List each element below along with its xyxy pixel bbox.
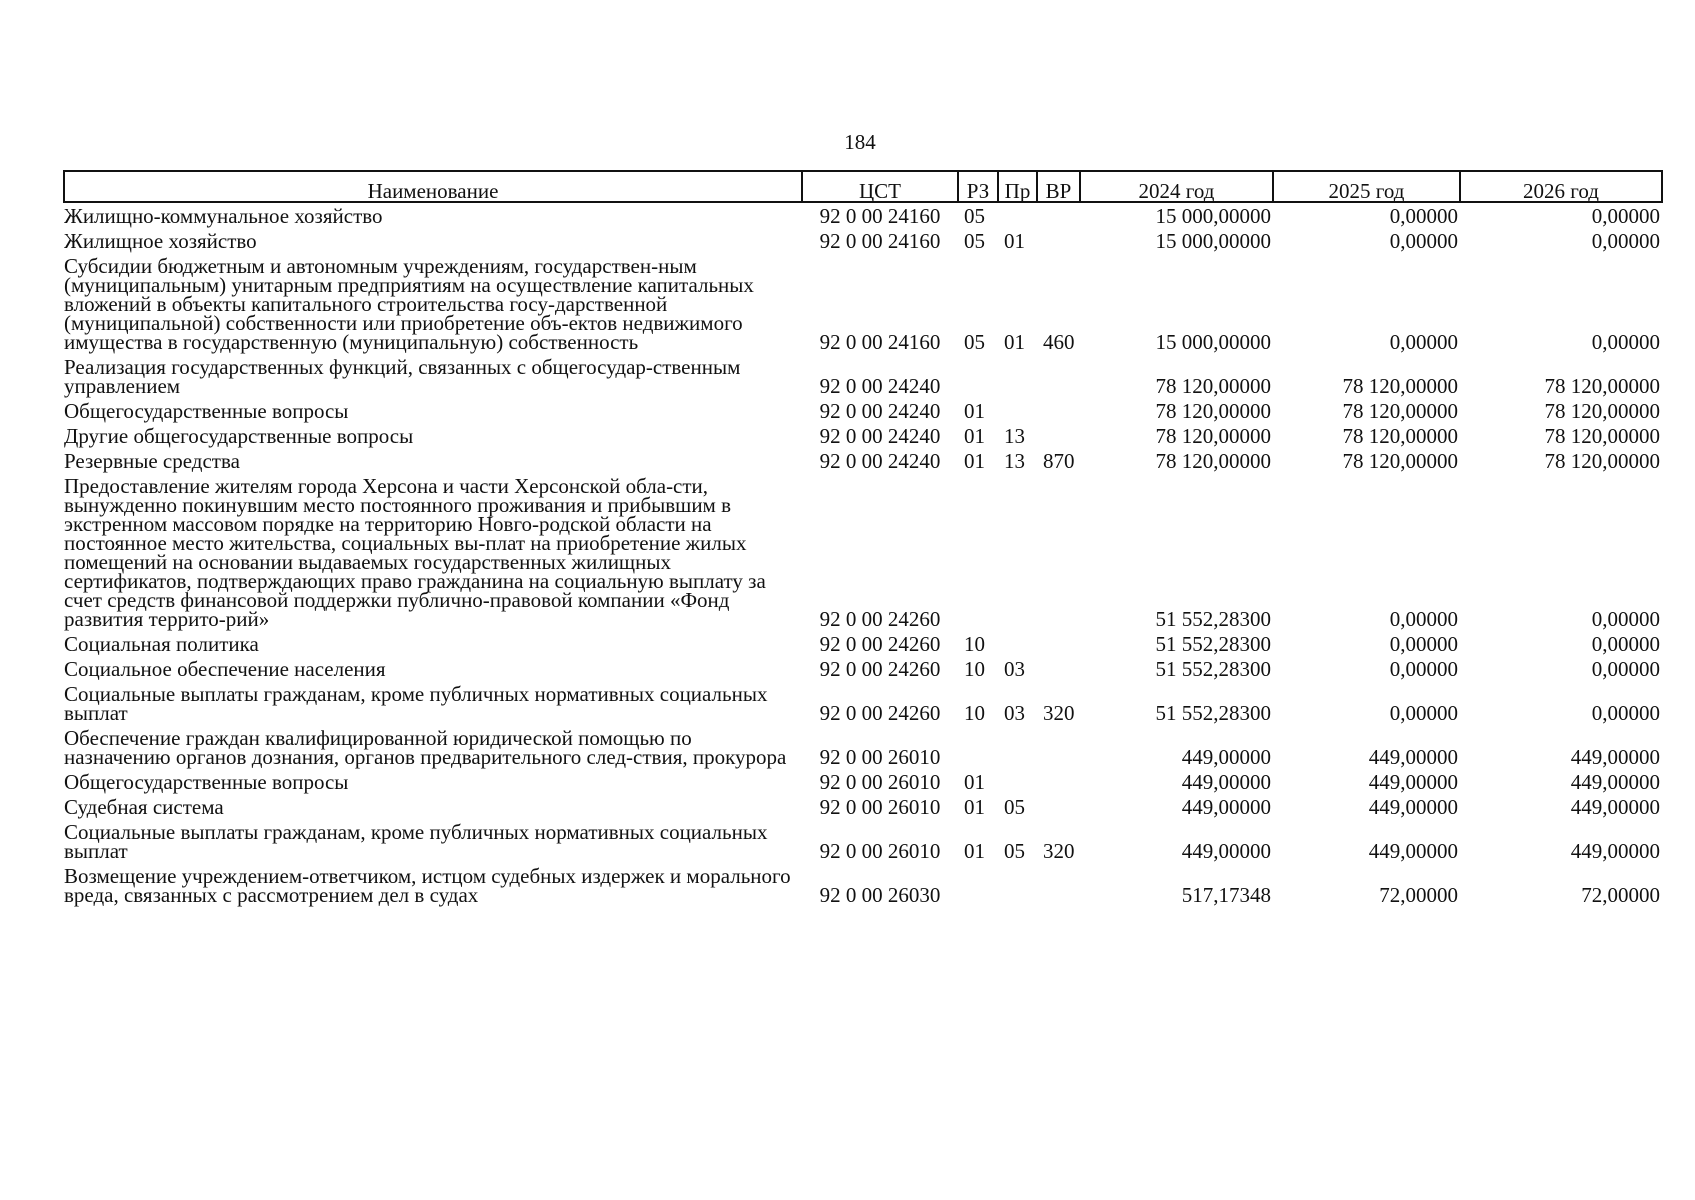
row-2024: 449,00000: [1181, 745, 1271, 769]
header-vr: ВР: [1037, 171, 1080, 202]
row-pr: 03: [1004, 657, 1025, 681]
row-name: Общегосударственные вопросы: [64, 399, 349, 423]
row-pr: [998, 354, 1037, 398]
row-pr: 03: [1004, 701, 1025, 725]
table-row: [64, 769, 1662, 794]
row-vr: [1037, 354, 1080, 398]
row-2026: 0,00000: [1591, 204, 1660, 228]
row-name: Жилищно-коммунальное хозяйство: [64, 204, 383, 228]
row-vr: 460: [1043, 330, 1075, 354]
row-pr: 05: [1004, 795, 1025, 819]
row-2026: 0,00000: [1591, 632, 1660, 656]
row-vr: 320: [1043, 701, 1075, 725]
row-2026: 449,00000: [1570, 745, 1660, 769]
row-2026: 449,00000: [1570, 795, 1660, 819]
row-pr: 13: [1004, 424, 1025, 448]
table-body: [64, 202, 1662, 907]
row-name: Социальная политика: [64, 632, 259, 656]
row-name: Судебная система: [64, 795, 224, 819]
row-2026: 72,00000: [1581, 883, 1660, 907]
row-2024: 78 120,00000: [1155, 449, 1271, 473]
row-pr: [998, 769, 1037, 794]
row-2025: 0,00000: [1389, 632, 1458, 656]
row-name: Резервные средства: [64, 449, 240, 473]
row-pr: [998, 863, 1037, 907]
row-pr: [998, 473, 1037, 631]
table-row: [64, 863, 1662, 907]
table-row: [64, 656, 1662, 681]
row-2024: 51 552,28300: [1155, 657, 1271, 681]
row-vr: [1037, 656, 1080, 681]
header-2024: 2024 год: [1080, 171, 1273, 202]
row-name: Социальные выплаты гражданам, кроме публичных нормативных социальных выплат: [64, 682, 768, 725]
row-vr: [1037, 863, 1080, 907]
row-2026: 78 120,00000: [1544, 374, 1660, 398]
row-2026: 78 120,00000: [1544, 449, 1660, 473]
row-name: Возмещение учреждением-ответчиком, истцом судебных издержек и морального вреда, связанных с рассмотрением дел в судах: [64, 864, 791, 907]
row-rz: [958, 725, 998, 769]
row-2026: 449,00000: [1570, 770, 1660, 794]
row-pr: 13: [1004, 449, 1025, 473]
row-2025: 0,00000: [1389, 330, 1458, 354]
row-rz: 10: [964, 657, 985, 681]
row-cst: 92 0 00 26010: [819, 839, 941, 863]
row-2025: 78 120,00000: [1342, 449, 1458, 473]
row-vr: [1037, 398, 1080, 423]
row-2025: 72,00000: [1379, 883, 1458, 907]
row-2025: 449,00000: [1368, 839, 1458, 863]
table-row: [64, 794, 1662, 819]
row-2026: 0,00000: [1591, 229, 1660, 253]
row-2024: 78 120,00000: [1155, 424, 1271, 448]
row-cst: 92 0 00 24160: [819, 229, 941, 253]
page-number: 184: [844, 130, 876, 154]
table-header-row: [64, 171, 1662, 202]
row-2025: 78 120,00000: [1342, 424, 1458, 448]
row-vr: [1037, 423, 1080, 448]
row-rz: 01: [964, 399, 985, 423]
header-cst: ЦСТ: [802, 171, 958, 202]
row-rz: 05: [964, 229, 985, 253]
row-cst: 92 0 00 24260: [819, 632, 941, 656]
row-2025: 78 120,00000: [1342, 374, 1458, 398]
row-2024: 51 552,28300: [1155, 607, 1271, 631]
table-row: [64, 354, 1662, 398]
row-rz: [958, 473, 998, 631]
row-name: Общегосударственные вопросы: [64, 770, 349, 794]
header-name: Наименование: [64, 171, 802, 202]
row-cst: 92 0 00 26010: [819, 795, 941, 819]
row-2024: 51 552,28300: [1155, 701, 1271, 725]
row-name: Социальное обеспечение населения: [64, 657, 386, 681]
header-pr: Пр: [998, 171, 1037, 202]
row-rz: 01: [964, 449, 985, 473]
row-cst: 92 0 00 26010: [819, 770, 941, 794]
table-row: [64, 819, 1662, 863]
row-2026: 0,00000: [1591, 657, 1660, 681]
row-2025: 0,00000: [1389, 701, 1458, 725]
row-2026: 0,00000: [1591, 607, 1660, 631]
row-cst: 92 0 00 24160: [819, 204, 941, 228]
row-vr: [1037, 725, 1080, 769]
row-2025: 0,00000: [1389, 657, 1458, 681]
row-cst: 92 0 00 24240: [819, 449, 941, 473]
row-2025: 0,00000: [1389, 229, 1458, 253]
row-2024: 51 552,28300: [1155, 632, 1271, 656]
row-2024: 15 000,00000: [1155, 204, 1271, 228]
row-pr: [998, 202, 1037, 228]
row-cst: 92 0 00 24240: [819, 374, 941, 398]
row-2024: 15 000,00000: [1155, 330, 1271, 354]
row-name: Предоставление жителям города Херсона и части Херсонской обла-сти, вынужденно покинувшим место постоянного проживания и прибывшим в экстренном массовом порядке на территорию Новго-родской области на постоянное место жительства, социальных вы-плат на приобретение жилых помещений на основании выдаваемых государственных жилищных сертификатов, подтверждающих право гражданина на социальную выплату за счет средств финансовой поддержки публично-правовой компании «Фонд развития террито-рий»: [64, 474, 766, 631]
row-pr: [998, 725, 1037, 769]
row-cst: 92 0 00 24240: [819, 399, 941, 423]
row-cst: 92 0 00 24240: [819, 424, 941, 448]
row-name: Другие общегосударственные вопросы: [64, 424, 414, 448]
row-2024: 15 000,00000: [1155, 229, 1271, 253]
table-row: [64, 473, 1662, 631]
table-row: [64, 398, 1662, 423]
header-2026: 2026 год: [1460, 171, 1662, 202]
table-row: [64, 448, 1662, 473]
row-2025: 78 120,00000: [1342, 399, 1458, 423]
row-pr: 01: [1004, 229, 1025, 253]
table-row: [64, 725, 1662, 769]
row-cst: 92 0 00 24260: [819, 607, 941, 631]
row-2025: 0,00000: [1389, 607, 1458, 631]
row-rz: 01: [964, 424, 985, 448]
row-name: Реализация государственных функций, связанных с общегосудар-ственным управлением: [64, 355, 741, 398]
row-2024: 449,00000: [1181, 839, 1271, 863]
row-2026: 78 120,00000: [1544, 424, 1660, 448]
row-name: Субсидии бюджетным и автономным учреждениям, государствен-ным (муниципальным) унитарным предприятиям на осуществление капитальных вложений в объекты капитального строительства госу-дарственной (муниципальной) собственности или приобретение объ-ектов недвижимого имущества в государственную (муниципальную) собственность: [64, 254, 754, 354]
row-pr: [998, 631, 1037, 656]
header-2025: 2025 год: [1273, 171, 1460, 202]
row-name: Социальные выплаты гражданам, кроме публичных нормативных социальных выплат: [64, 820, 768, 863]
row-rz: [958, 863, 998, 907]
row-2024: 78 120,00000: [1155, 399, 1271, 423]
row-name: Обеспечение граждан квалифицированной юридической помощью по назначению органов дознания, органов предварительного след-ствия, прокурора: [64, 726, 787, 769]
row-rz: 05: [964, 204, 985, 228]
row-rz: 01: [964, 770, 985, 794]
row-cst: 92 0 00 26010: [819, 745, 941, 769]
row-vr: [1037, 631, 1080, 656]
row-rz: 10: [964, 701, 985, 725]
row-cst: 92 0 00 24260: [819, 657, 941, 681]
row-vr: [1037, 228, 1080, 253]
row-rz: 10: [964, 632, 985, 656]
row-rz: 01: [964, 795, 985, 819]
table-row: [64, 253, 1662, 354]
row-pr: 05: [1004, 839, 1025, 863]
budget-table: [63, 170, 1663, 907]
row-2024: 449,00000: [1181, 795, 1271, 819]
row-vr: [1037, 202, 1080, 228]
row-2025: 0,00000: [1389, 204, 1458, 228]
row-cst: 92 0 00 24160: [819, 330, 941, 354]
table-row: [64, 423, 1662, 448]
row-2026: 449,00000: [1570, 839, 1660, 863]
table-row: [64, 681, 1662, 725]
row-rz: [958, 354, 998, 398]
table-row: [64, 228, 1662, 253]
row-pr: [998, 398, 1037, 423]
row-2026: 0,00000: [1591, 330, 1660, 354]
row-vr: 870: [1043, 449, 1075, 473]
table-row: [64, 202, 1662, 228]
row-name: Жилищное хозяйство: [64, 229, 257, 253]
row-2025: 449,00000: [1368, 745, 1458, 769]
row-2024: 449,00000: [1181, 770, 1271, 794]
row-rz: 05: [964, 330, 985, 354]
row-cst: 92 0 00 24260: [819, 701, 941, 725]
row-vr: [1037, 769, 1080, 794]
row-cst: 92 0 00 26030: [819, 883, 941, 907]
row-rz: 01: [964, 839, 985, 863]
header-rz: РЗ: [958, 171, 998, 202]
row-vr: [1037, 473, 1080, 631]
row-vr: [1037, 794, 1080, 819]
row-2024: 78 120,00000: [1155, 374, 1271, 398]
table-row: [64, 631, 1662, 656]
row-pr: 01: [1004, 330, 1025, 354]
row-2026: 78 120,00000: [1544, 399, 1660, 423]
row-2024: 517,17348: [1181, 883, 1271, 907]
row-2025: 449,00000: [1368, 770, 1458, 794]
row-vr: 320: [1043, 839, 1075, 863]
row-2025: 449,00000: [1368, 795, 1458, 819]
row-2026: 0,00000: [1591, 701, 1660, 725]
